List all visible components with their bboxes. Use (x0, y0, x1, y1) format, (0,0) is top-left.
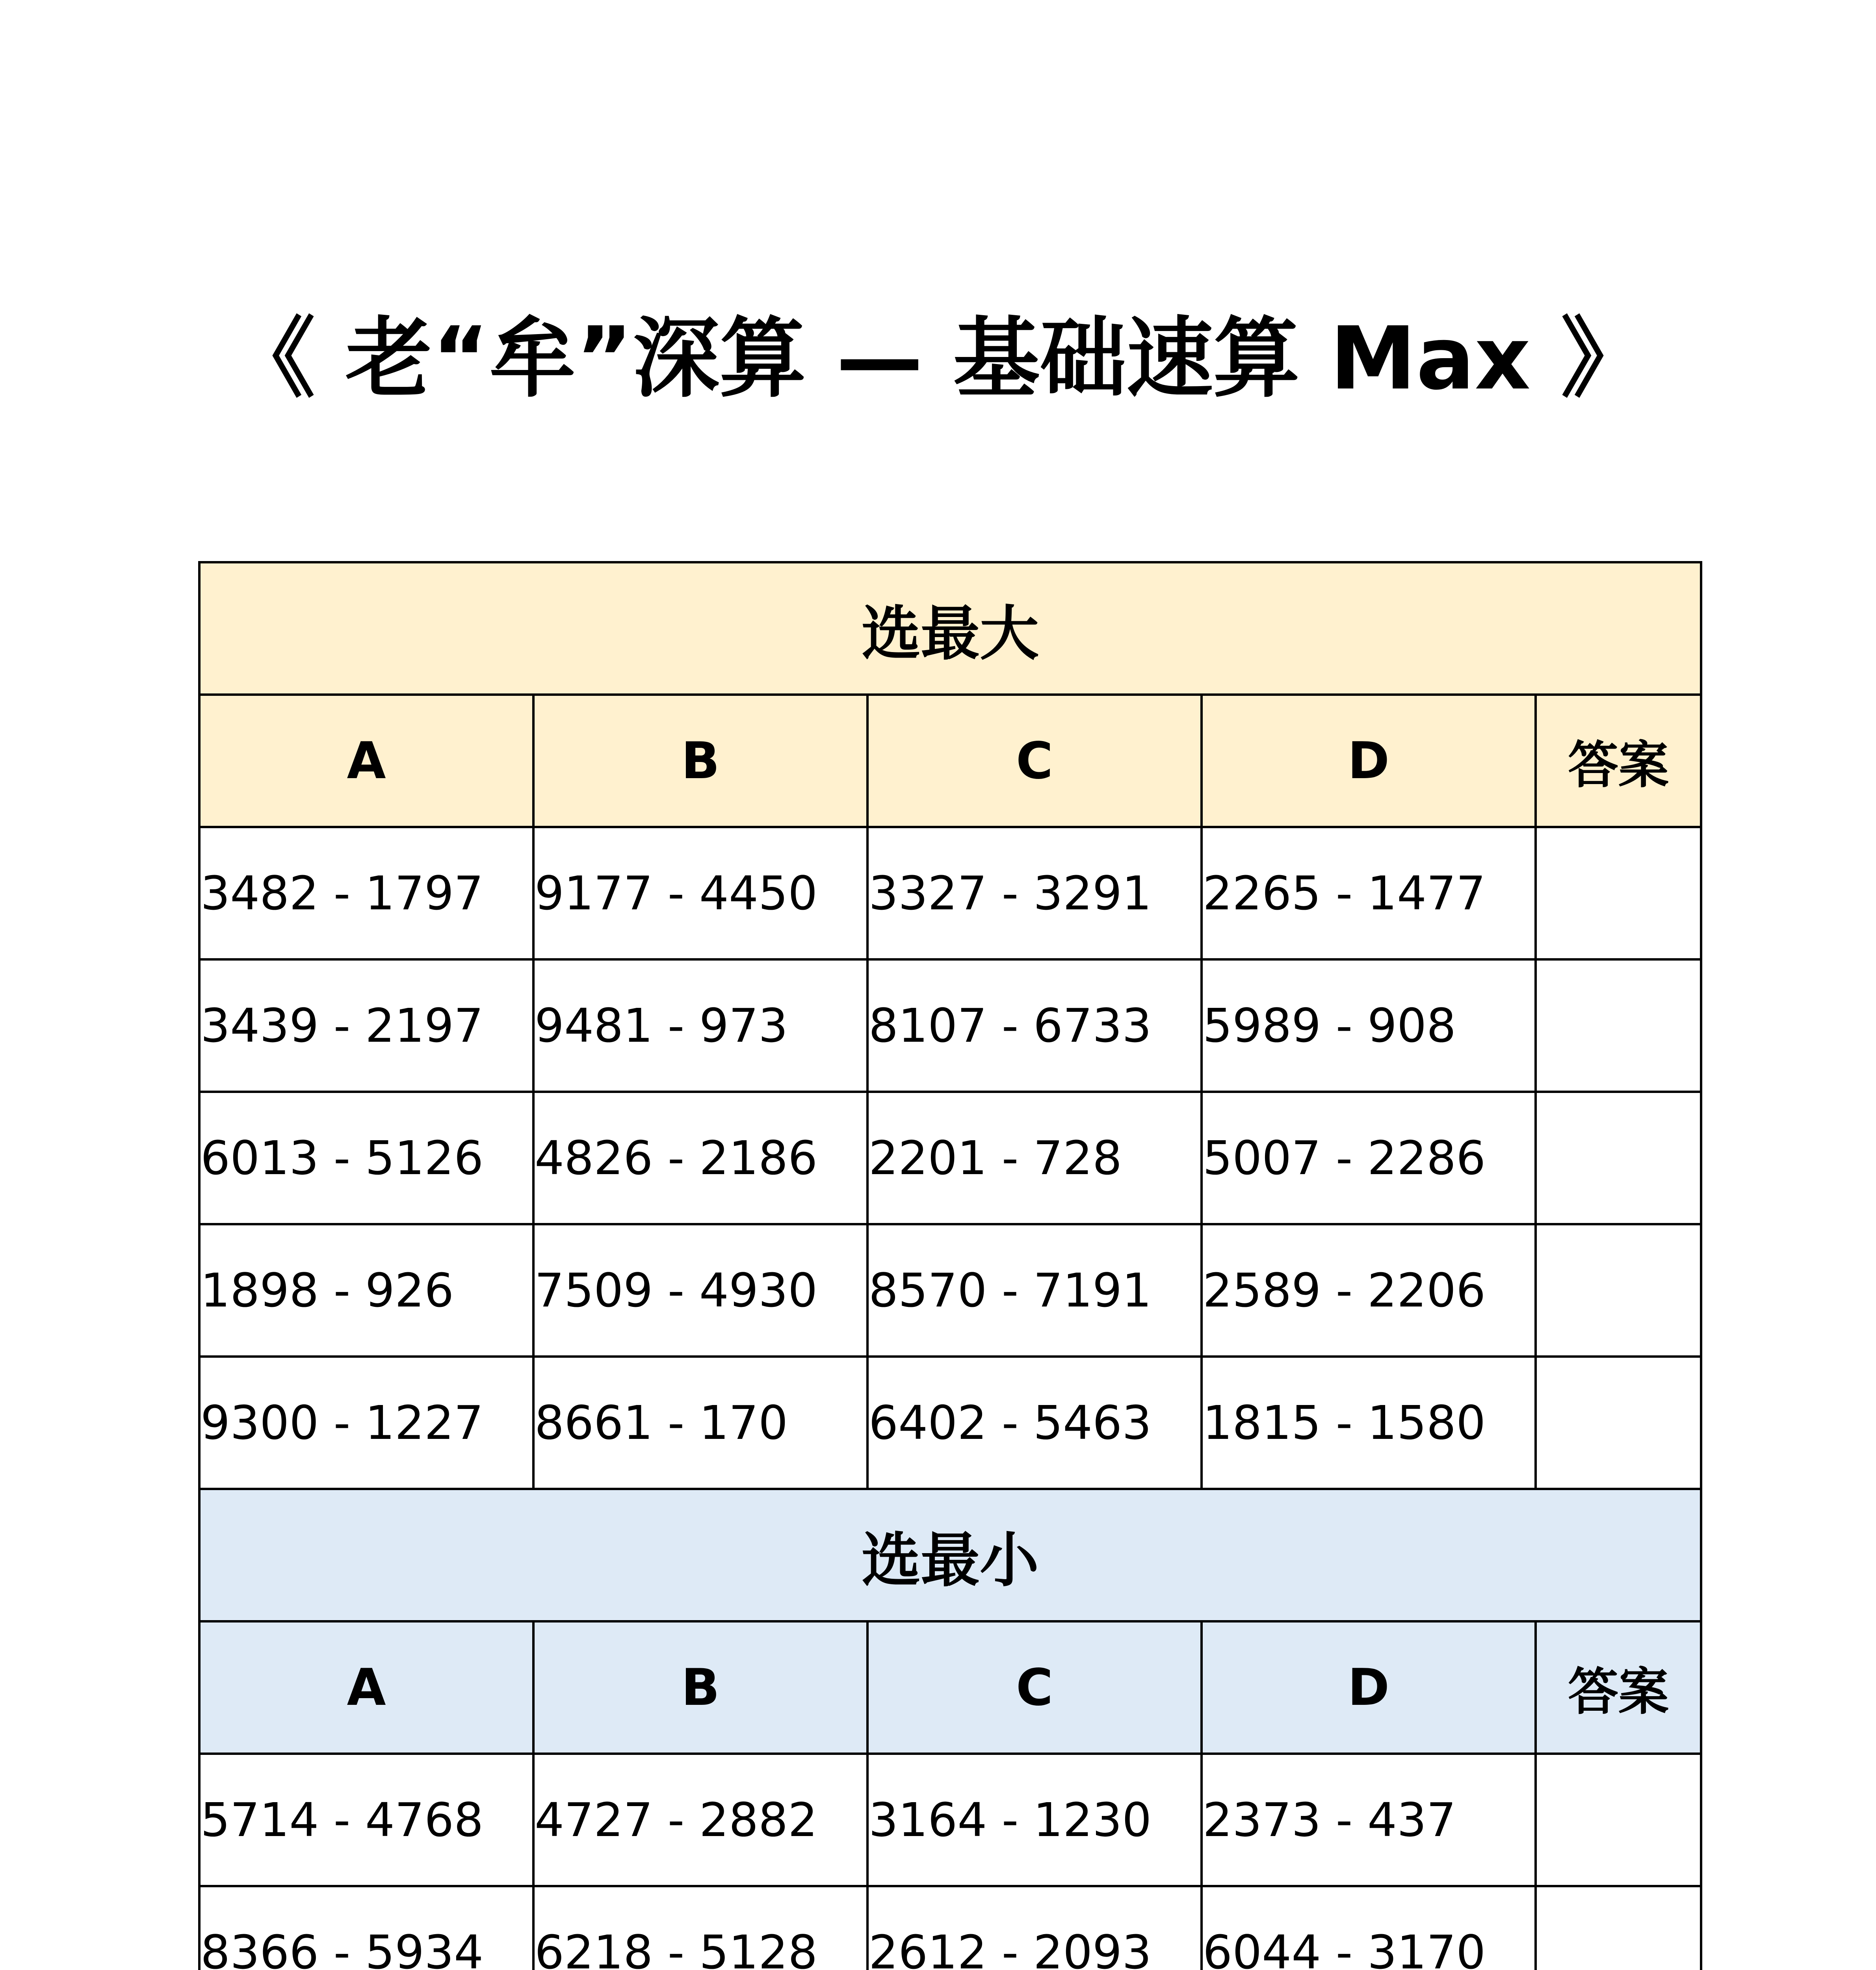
page-title: 《 老“牟”深算 — 基础速算 Max 》 (228, 308, 1648, 409)
worksheet-table (198, 561, 1702, 1970)
problem-cell-b: 4826 - 2186 (533, 1092, 867, 1224)
problem-cell-d: 6044 - 3170 (1202, 1886, 1536, 1970)
column-header-b: B (533, 1621, 867, 1754)
column-header-a: A (199, 695, 533, 827)
table-row (199, 1224, 1701, 1357)
problem-cell-a: 3439 - 2197 (199, 959, 533, 1092)
column-header-d: D (1202, 695, 1536, 827)
problem-cell-a: 6013 - 5126 (199, 1092, 533, 1224)
section-heading: 选最小 (199, 1489, 1701, 1621)
worksheet (198, 561, 1700, 1970)
answer-cell[interactable] (1536, 959, 1701, 1092)
table-row (199, 827, 1701, 959)
column-header-c: C (867, 695, 1202, 827)
problem-cell-c: 2201 - 728 (867, 1092, 1202, 1224)
problem-cell-c: 2612 - 2093 (867, 1886, 1202, 1970)
column-header-row (199, 695, 1701, 827)
problem-cell-a: 3482 - 1797 (199, 827, 533, 959)
table-row (199, 1092, 1701, 1224)
problem-cell-b: 9177 - 4450 (533, 827, 867, 959)
problem-cell-d: 5007 - 2286 (1202, 1092, 1536, 1224)
problem-cell-c: 8570 - 7191 (867, 1224, 1202, 1357)
column-header-answer: 答案 (1536, 1621, 1701, 1754)
problem-cell-a: 1898 - 926 (199, 1224, 533, 1357)
problem-cell-c: 3164 - 1230 (867, 1754, 1202, 1886)
problem-cell-d: 1815 - 1580 (1202, 1357, 1536, 1489)
problem-cell-c: 8107 - 6733 (867, 959, 1202, 1092)
problem-cell-a: 5714 - 4768 (199, 1754, 533, 1886)
answer-cell[interactable] (1536, 1357, 1701, 1489)
column-header-answer: 答案 (1536, 695, 1701, 827)
problem-cell-c: 6402 - 5463 (867, 1357, 1202, 1489)
answer-cell[interactable] (1536, 1886, 1701, 1970)
table-row (199, 1886, 1701, 1970)
problem-cell-b: 7509 - 4930 (533, 1224, 867, 1357)
answer-cell[interactable] (1536, 1092, 1701, 1224)
table-row (199, 959, 1701, 1092)
answer-cell[interactable] (1536, 827, 1701, 959)
section-heading: 选最大 (199, 562, 1701, 695)
answer-cell[interactable] (1536, 1754, 1701, 1886)
column-header-c: C (867, 1621, 1202, 1754)
problem-cell-d: 2265 - 1477 (1202, 827, 1536, 959)
problem-cell-b: 4727 - 2882 (533, 1754, 867, 1886)
table-row (199, 1357, 1701, 1489)
problem-cell-d: 2373 - 437 (1202, 1754, 1536, 1886)
problem-cell-d: 5989 - 908 (1202, 959, 1536, 1092)
problem-cell-a: 8366 - 5934 (199, 1886, 533, 1970)
column-header-row (199, 1621, 1701, 1754)
problem-cell-a: 9300 - 1227 (199, 1357, 533, 1489)
column-header-d: D (1202, 1621, 1536, 1754)
problem-cell-d: 2589 - 2206 (1202, 1224, 1536, 1357)
problem-cell-b: 9481 - 973 (533, 959, 867, 1092)
table-row (199, 1754, 1701, 1886)
problem-cell-b: 6218 - 5128 (533, 1886, 867, 1970)
section-min-heading-row (199, 1489, 1701, 1621)
column-header-b: B (533, 695, 867, 827)
answer-cell[interactable] (1536, 1224, 1701, 1357)
problem-cell-b: 8661 - 170 (533, 1357, 867, 1489)
section-max-heading-row (199, 562, 1701, 695)
column-header-a: A (199, 1621, 533, 1754)
problem-cell-c: 3327 - 3291 (867, 827, 1202, 959)
